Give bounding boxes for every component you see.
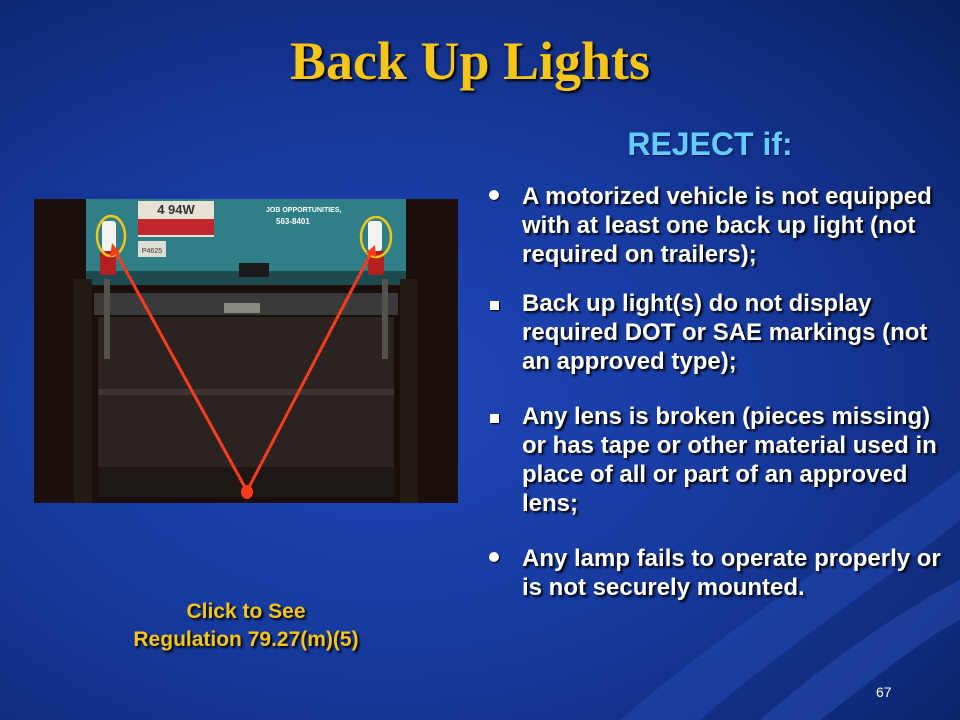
regulation-link[interactable] <box>70 598 422 654</box>
page-number: 67 <box>876 684 892 700</box>
truck-rear-photo <box>34 199 458 503</box>
sticker-line2: 563-8401 <box>276 217 310 226</box>
tag-text: P4625 <box>141 248 163 255</box>
reject-criteria-list <box>484 182 944 602</box>
slide-title: Back Up Lights <box>289 31 651 91</box>
criterion-text: A motorized vehicle is not equipped with at least one back up light (not required on trailers); <box>522 183 932 268</box>
regulation-link-line2: Regulation 79.27(m)(5) <box>133 628 359 651</box>
sticker-line1: JOB OPPORTUNITIES, <box>266 207 342 214</box>
plate-text: 4 94W <box>157 202 195 217</box>
criterion-missing-markings <box>484 289 944 376</box>
criterion-text: Any lamp fails to operate properly or is not securely mounted. <box>522 545 941 601</box>
criterion-text: Any lens is broken (pieces missing) or has tape or other material used in place of all or part of an approved lens; <box>522 403 937 517</box>
reject-heading: REJECT if: <box>627 126 793 162</box>
arrow-origin-dot <box>241 485 253 499</box>
criterion-text: Back up light(s) do not display required DOT or SAE markings (not an approved type); <box>522 290 928 375</box>
criterion-broken-lens <box>484 402 944 518</box>
round-bullet-icon <box>484 182 504 211</box>
round-bullet-icon <box>484 544 504 573</box>
regulation-link-line1: Click to See <box>186 600 306 623</box>
criterion-no-backup-light <box>484 182 944 269</box>
square-bullet-icon <box>484 402 504 431</box>
square-bullet-icon <box>484 289 504 318</box>
criterion-lamp-fails <box>484 544 944 602</box>
